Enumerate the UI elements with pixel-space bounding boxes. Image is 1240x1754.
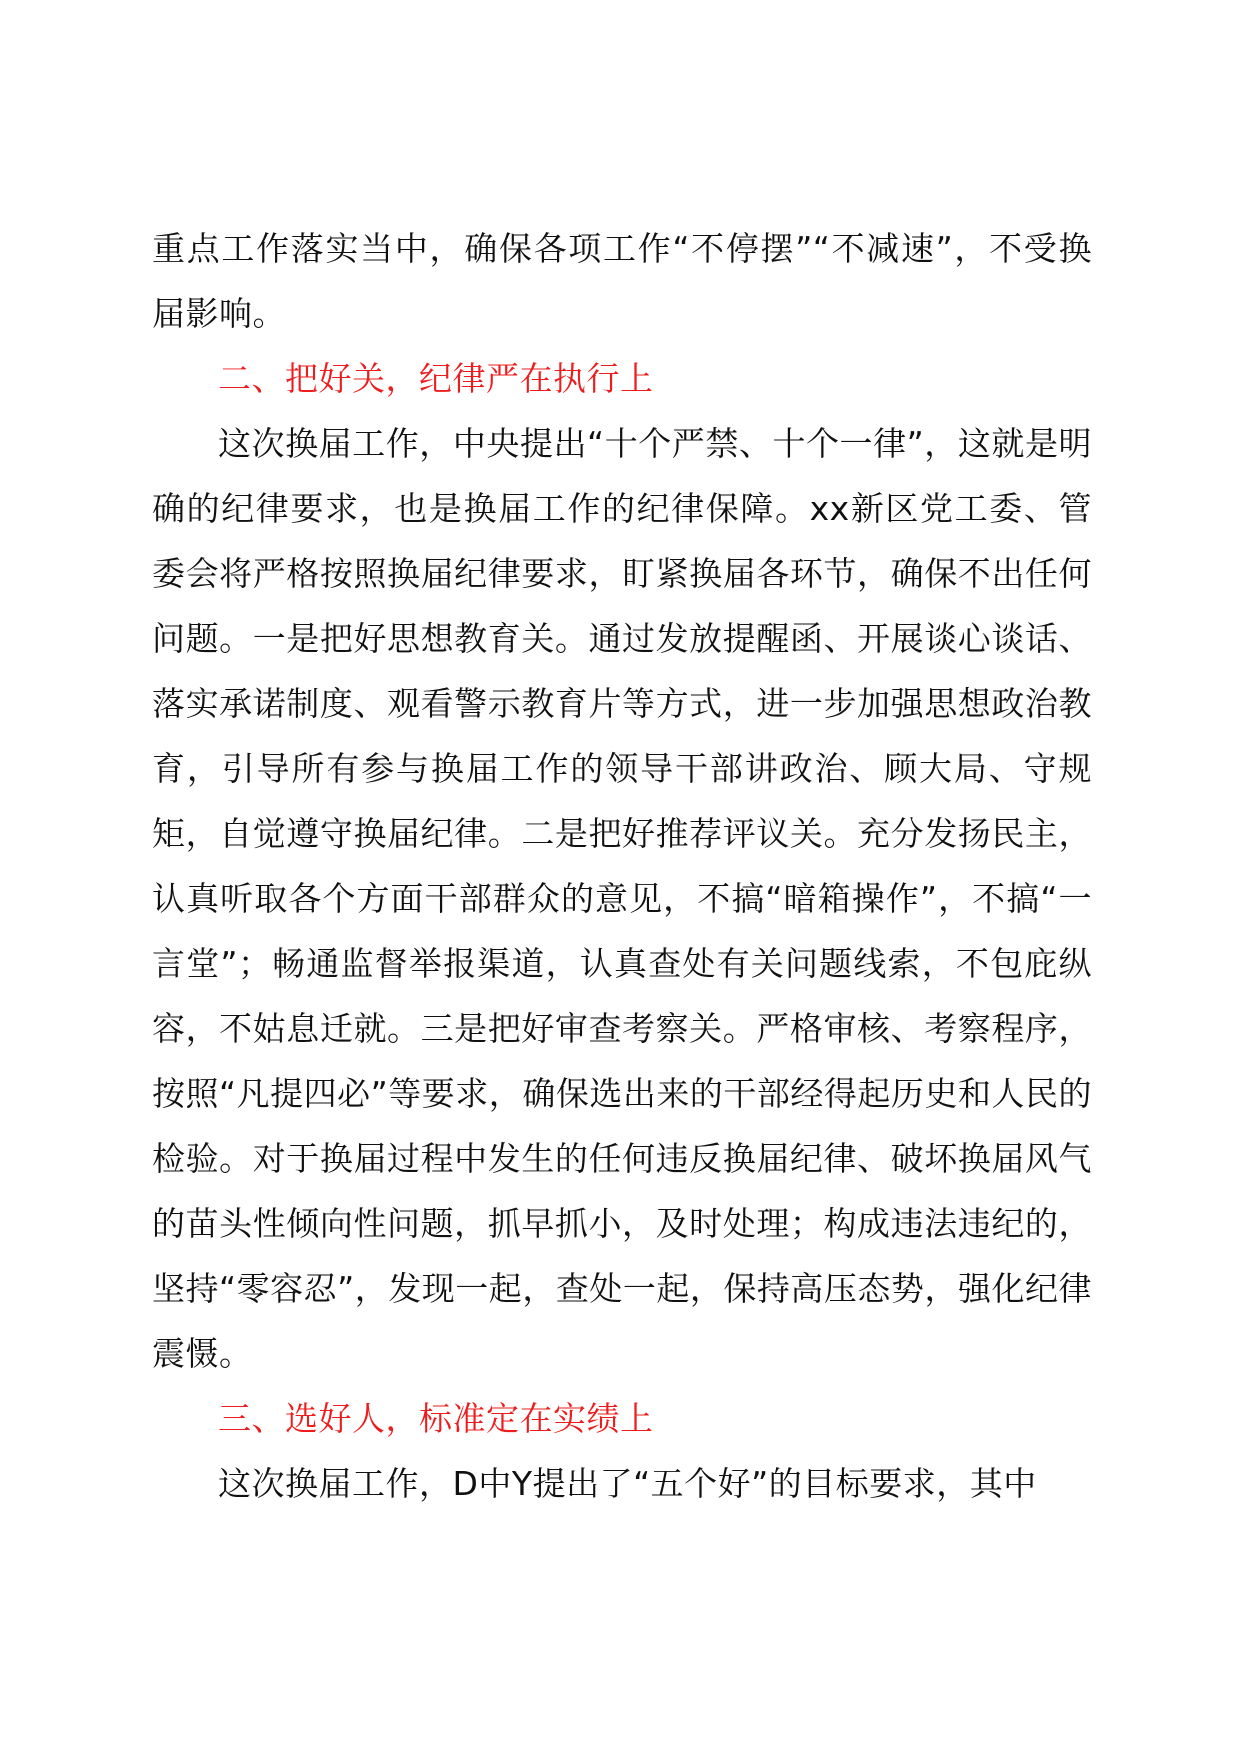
document-body <box>152 216 1092 1516</box>
paragraph-standards: 这次换届工作，D中Y提出了“五个好”的目标要求，其中 <box>218 1464 1037 1503</box>
paragraph-discipline: 这次换届工作，中央提出“十个严禁、十个一律”，这就是明确的纪律要求，也是换届工作的纪律保障。xx新区党工委、管委会将严格按照换届纪律要求，盯紧换届各环节，确保不出任何问题。一是把好思想教育关。通过发放提醒函、开展谈心谈话、落实承诺制度、观看警示教育片等方式，进一步加强思想政治教育，引导所有参与换届工作的领导干部讲政治、顾大局、守规矩，自觉遵守换届纪律。二是把好推荐评议关。充分发扬民主，认真听取各个方面干部群众的意见，不搞“暗箱操作”，不搞“一言堂”；畅通监督举报渠道，认真查处有关问题线索，不包庇纵容，不姑息迁就。三是把好审查考察关。严格审核、考察程序，按照“凡提四必”等要求，确保选出来的干部经得起历史和人民的检验。对于换届过程中发生的任何违反换届纪律、破坏换届风气的苗头性倾向性问题，抓早抓小，及时处理；构成违法违纪的，坚持“零容忍”，发现一起，查处一起，保持高压态势，强化纪律震慑。 <box>152 424 1092 1373</box>
section-heading-two: 二、把好关，纪律严在执行上 <box>218 359 654 398</box>
section-heading-three: 三、选好人，标准定在实绩上 <box>218 1399 654 1438</box>
paragraph-continuation: 重点工作落实当中，确保各项工作“不停摆”“不减速”，不受换届影响。 <box>152 229 1092 333</box>
